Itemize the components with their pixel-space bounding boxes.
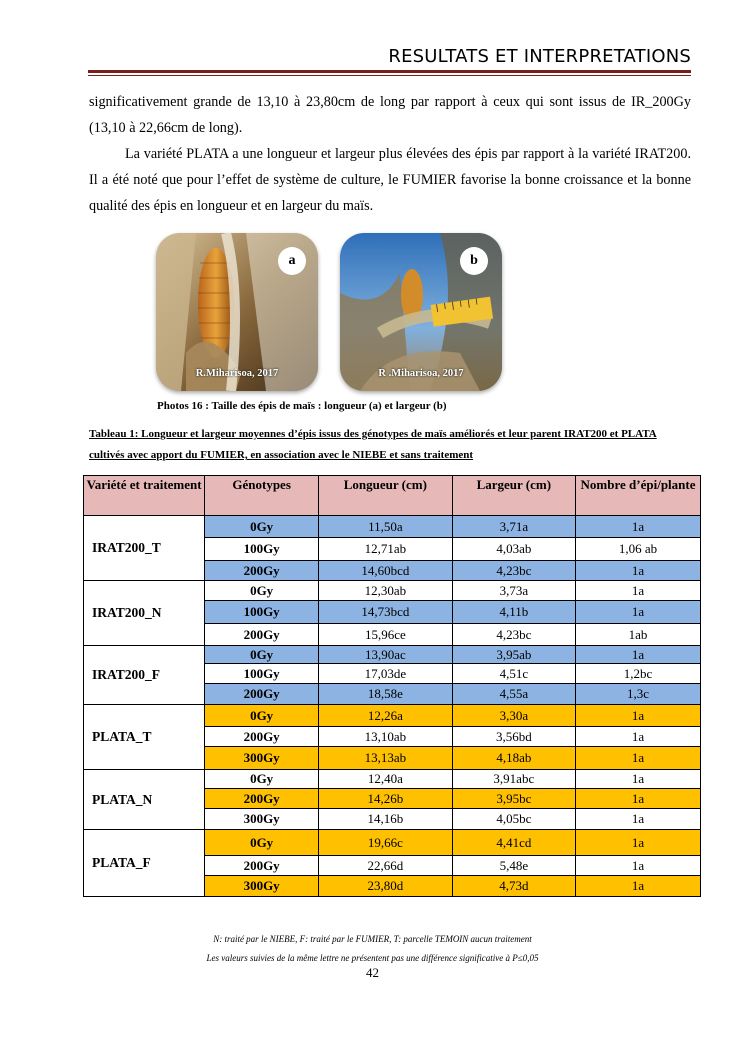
largeur-cell: 5,48e bbox=[452, 856, 576, 876]
largeur-cell: 4,11b bbox=[452, 601, 576, 624]
genotype-cell: 0Gy bbox=[205, 581, 319, 601]
genotype-cell: 200Gy bbox=[205, 684, 319, 705]
largeur-cell: 3,30a bbox=[452, 705, 576, 727]
largeur-cell: 4,18ab bbox=[452, 747, 576, 770]
photo-ear-length bbox=[156, 233, 318, 391]
genotype-cell: 200Gy bbox=[205, 856, 319, 876]
page-number: 42 bbox=[366, 965, 379, 980]
genotype-cell: 0Gy bbox=[205, 646, 319, 664]
longueur-cell: 19,66c bbox=[319, 830, 452, 856]
largeur-cell: 4,03ab bbox=[452, 538, 576, 561]
nombre-cell: 1a bbox=[576, 789, 701, 809]
table-row bbox=[84, 581, 701, 601]
paragraph-2: La variété PLATA a une longueur et largeur plus élevées des épis par rapport à la variété IRAT200. Il a été noté que pour l’effet de système de culture, le FUMIER favorise la bonne croissance et la bonne qualité des épis en longueur et en largeur du maïs. bbox=[89, 146, 691, 214]
genotype-cell: 300Gy bbox=[205, 809, 319, 830]
nombre-cell: 1,3c bbox=[576, 684, 701, 705]
variety-cell: IRAT200_T bbox=[84, 516, 205, 581]
table-row bbox=[84, 646, 701, 664]
nombre-cell: 1a bbox=[576, 705, 701, 727]
largeur-cell: 4,55a bbox=[452, 684, 576, 705]
results-table bbox=[83, 475, 701, 897]
longueur-cell: 12,71ab bbox=[319, 538, 452, 561]
genotype-cell: 300Gy bbox=[205, 876, 319, 897]
variety-cell: PLATA_F bbox=[84, 830, 205, 897]
nombre-cell: 1a bbox=[576, 581, 701, 601]
nombre-cell: 1a bbox=[576, 516, 701, 538]
genotype-cell: 0Gy bbox=[205, 705, 319, 727]
longueur-cell: 14,16b bbox=[319, 809, 452, 830]
photo-b-credit: R .Miharisoa, 2017 bbox=[378, 368, 464, 379]
nombre-cell: 1,06 ab bbox=[576, 538, 701, 561]
header-variete: Variété et traitement bbox=[84, 476, 205, 516]
nombre-cell: 1a bbox=[576, 561, 701, 581]
genotype-cell: 100Gy bbox=[205, 601, 319, 624]
longueur-cell: 11,50a bbox=[319, 516, 452, 538]
longueur-cell: 14,26b bbox=[319, 789, 452, 809]
nombre-cell: 1a bbox=[576, 809, 701, 830]
longueur-cell: 17,03de bbox=[319, 664, 452, 684]
footnote-legend: N: traité par le NIEBE, F: traité par le FUMIER, T: parcelle TEMOIN aucun traitement bbox=[213, 934, 532, 944]
variety-cell: IRAT200_N bbox=[84, 581, 205, 646]
variety-cell: PLATA_N bbox=[84, 770, 205, 830]
genotype-cell: 200Gy bbox=[205, 624, 319, 646]
header-rule-thin bbox=[88, 75, 691, 76]
largeur-cell: 4,23bc bbox=[452, 561, 576, 581]
largeur-cell: 4,51c bbox=[452, 664, 576, 684]
nombre-cell: 1,2bc bbox=[576, 664, 701, 684]
table-row bbox=[84, 830, 701, 856]
genotype-cell: 100Gy bbox=[205, 664, 319, 684]
longueur-cell: 14,73bcd bbox=[319, 601, 452, 624]
paragraph-1: significativement grande de 13,10 à 23,80cm de long par rapport à ceux qui sont issus de IR_200Gy (13,10 à 22,66cm de long). bbox=[89, 94, 691, 136]
longueur-cell: 14,60bcd bbox=[319, 561, 452, 581]
largeur-cell: 3,56bd bbox=[452, 727, 576, 747]
nombre-cell: 1a bbox=[576, 727, 701, 747]
largeur-cell: 4,05bc bbox=[452, 809, 576, 830]
longueur-cell: 13,13ab bbox=[319, 747, 452, 770]
variety-cell: PLATA_T bbox=[84, 705, 205, 770]
variety-cell: IRAT200_F bbox=[84, 646, 205, 705]
genotype-cell: 200Gy bbox=[205, 789, 319, 809]
longueur-cell: 23,80d bbox=[319, 876, 452, 897]
nombre-cell: 1a bbox=[576, 747, 701, 770]
genotype-cell: 0Gy bbox=[205, 516, 319, 538]
genotype-cell: 200Gy bbox=[205, 561, 319, 581]
largeur-cell: 3,71a bbox=[452, 516, 576, 538]
longueur-cell: 18,58e bbox=[319, 684, 452, 705]
longueur-cell: 15,96ce bbox=[319, 624, 452, 646]
largeur-cell: 3,91abc bbox=[452, 770, 576, 789]
photo-caption: Photos 16 : Taille des épis de maïs : longueur (a) et largeur (b) bbox=[157, 400, 447, 412]
photo-ear-width bbox=[340, 233, 502, 391]
largeur-cell: 3,95bc bbox=[452, 789, 576, 809]
table-row bbox=[84, 705, 701, 727]
longueur-cell: 13,10ab bbox=[319, 727, 452, 747]
largeur-cell: 4,23bc bbox=[452, 624, 576, 646]
photo-a-badge: a bbox=[278, 247, 306, 275]
nombre-cell: 1a bbox=[576, 646, 701, 664]
nombre-cell: 1ab bbox=[576, 624, 701, 646]
genotype-cell: 300Gy bbox=[205, 747, 319, 770]
table-row bbox=[84, 770, 701, 789]
table-header-row bbox=[84, 476, 701, 516]
photo-a-credit: R.Miharisoa, 2017 bbox=[195, 368, 279, 379]
header-genotypes: Génotypes bbox=[205, 476, 319, 516]
header-longueur: Longueur (cm) bbox=[319, 476, 452, 516]
longueur-cell: 12,40a bbox=[319, 770, 452, 789]
page-header-title: RESULTATS ET INTERPRETATIONS bbox=[388, 46, 691, 67]
nombre-cell: 1a bbox=[576, 876, 701, 897]
photo-b-badge: b bbox=[460, 247, 488, 275]
longueur-cell: 13,90ac bbox=[319, 646, 452, 664]
largeur-cell: 4,41cd bbox=[452, 830, 576, 856]
nombre-cell: 1a bbox=[576, 856, 701, 876]
largeur-cell: 3,73a bbox=[452, 581, 576, 601]
table-title: Tableau 1: Longueur et largeur moyennes d’épis issus des génotypes de maïs améliorés et leur parent IRAT200 et PLATA cultivés avec apport du FUMIER, en association avec le NIEBE et sans traitement bbox=[89, 428, 657, 461]
header-nombre: Nombre d’épi/plante bbox=[576, 476, 701, 516]
footnote-significance: Les valeurs suivies de la même lettre ne présentent pas une différence significative à P≤0,05 bbox=[206, 953, 539, 963]
largeur-cell: 4,73d bbox=[452, 876, 576, 897]
genotype-cell: 200Gy bbox=[205, 727, 319, 747]
table-row bbox=[84, 516, 701, 538]
genotype-cell: 0Gy bbox=[205, 830, 319, 856]
genotype-cell: 100Gy bbox=[205, 538, 319, 561]
longueur-cell: 12,26a bbox=[319, 705, 452, 727]
nombre-cell: 1a bbox=[576, 770, 701, 789]
header-largeur: Largeur (cm) bbox=[452, 476, 576, 516]
longueur-cell: 12,30ab bbox=[319, 581, 452, 601]
header-rule-thick bbox=[88, 70, 691, 73]
longueur-cell: 22,66d bbox=[319, 856, 452, 876]
nombre-cell: 1a bbox=[576, 830, 701, 856]
nombre-cell: 1a bbox=[576, 601, 701, 624]
genotype-cell: 0Gy bbox=[205, 770, 319, 789]
largeur-cell: 3,95ab bbox=[452, 646, 576, 664]
